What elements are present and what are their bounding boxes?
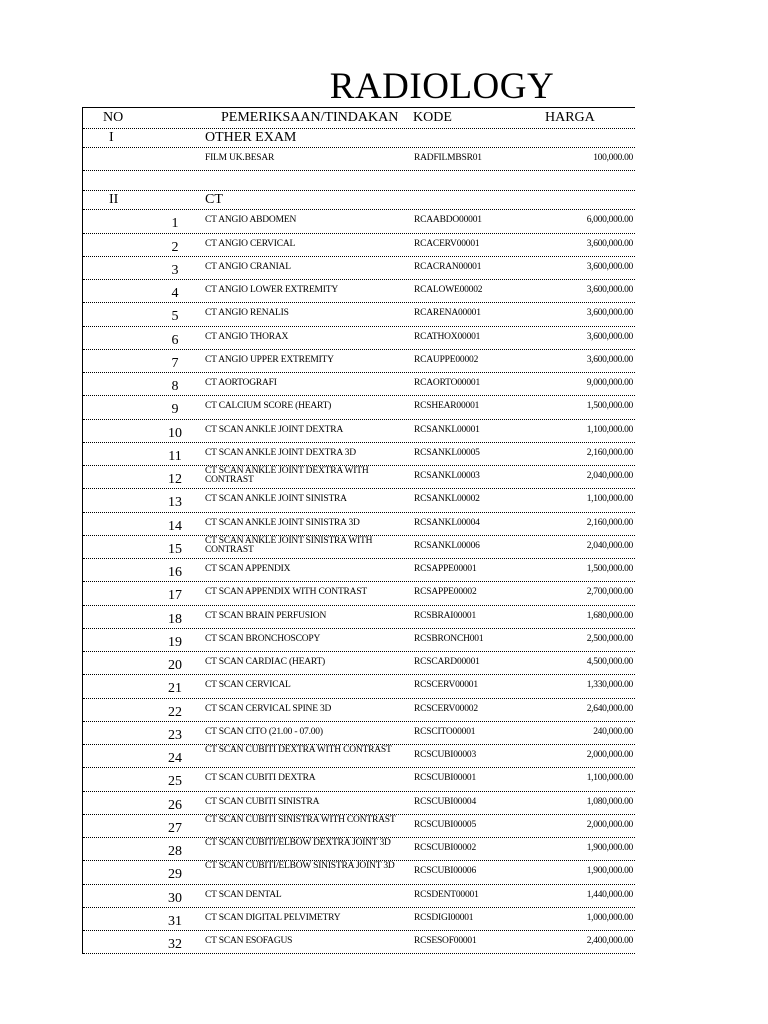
item-price: 1,100,000.00: [586, 773, 633, 784]
item-name: CT AORTOGRAFI: [205, 378, 277, 388]
item-price: 4,500,000.00: [586, 657, 633, 667]
table-row: [83, 559, 635, 582]
item-number: 9: [171, 402, 179, 418]
table-row: [83, 148, 635, 171]
item-name: CT ANGIO CERVICAL: [205, 238, 296, 249]
table-row: [83, 722, 635, 745]
item-name: CT ANGIO UPPER EXTREMITY: [205, 354, 334, 365]
item-name: CT SCAN DENTAL: [205, 889, 282, 900]
table-row: [83, 513, 635, 536]
item-price: 1,080,000.00: [586, 796, 633, 807]
item-name: CT CALCIUM SCORE (HEART): [205, 401, 332, 412]
document-title: RADIOLOGY: [329, 66, 555, 107]
table-row: [83, 885, 635, 908]
item-name: CT SCAN APPENDIX WITH CONTRAST: [205, 587, 368, 598]
item-number: 17: [168, 588, 182, 604]
item-number: 28: [168, 844, 182, 859]
item-price: 1,000,000.00: [586, 912, 633, 923]
item-price: 2,400,000.00: [586, 936, 633, 946]
item-code: RCSCUBI00003: [414, 750, 477, 760]
table-row: [83, 350, 635, 373]
item-name: CT SCAN ANKLE JOINT SINISTRA WITH CONTRAST: [205, 535, 373, 555]
item-price: 2,640,000.00: [586, 703, 633, 714]
item-number: 4: [171, 286, 179, 301]
item-name: CT SCAN CERVICAL: [205, 680, 291, 691]
item-name: CT SCAN CUBITI DEXTRA WITH CONTRAST: [205, 745, 392, 755]
item-code: RCSCERV00001: [414, 680, 478, 691]
item-number: 18: [168, 611, 182, 627]
item-code: RCSBRONCH001: [414, 633, 484, 644]
item-number: 16: [168, 565, 182, 580]
item-code: RCSDIGI00001: [414, 912, 474, 923]
item-code: RCACERV00001: [414, 238, 480, 249]
item-price: 240,000.00: [593, 726, 633, 737]
item-price: 1,500,000.00: [586, 564, 633, 574]
item-code: RCSANKL00002: [414, 494, 480, 505]
table-row: [83, 908, 635, 931]
table-row: [83, 234, 635, 257]
item-name: CT SCAN BRAIN PERFUSION: [205, 610, 327, 621]
item-price: 2,040,000.00: [586, 540, 633, 551]
item-number: 2: [171, 239, 179, 255]
item-code: RCARENA00001: [414, 308, 481, 319]
item-name: CT SCAN ANKLE JOINT DEXTRA 3D: [205, 447, 356, 458]
item-price: 2,160,000.00: [586, 447, 633, 458]
table-row: [83, 838, 635, 861]
item-price: 2,000,000.00: [586, 750, 633, 760]
item-number: 24: [168, 751, 182, 766]
item-name: CT SCAN CUBITI DEXTRA: [205, 773, 316, 784]
table-row: [83, 699, 635, 722]
item-price: 3,600,000.00: [586, 354, 633, 365]
item-code: RCSANKL00003: [414, 471, 480, 481]
item-price: 1,680,000.00: [586, 610, 633, 621]
table-row: [83, 396, 635, 419]
item-name: CT SCAN ANKLE JOINT DEXTRA: [205, 424, 344, 435]
item-name: CT SCAN ANKLE JOINT SINISTRA: [205, 494, 347, 505]
item-code: RCALOWE00002: [414, 285, 483, 295]
item-code: RCACRAN00001: [414, 261, 482, 272]
item-code: RCSBRAI00001: [414, 610, 477, 621]
item-number: 5: [171, 309, 179, 325]
table-row: [83, 303, 635, 326]
table-row: [83, 443, 635, 466]
section-number: I: [109, 130, 114, 145]
item-number: 8: [171, 379, 179, 394]
item-name: CT SCAN ANKLE JOINT DEXTRA WITH CONTRAST: [205, 466, 369, 485]
table-row: [83, 815, 635, 838]
section-row-ct: [83, 191, 635, 210]
item-price: 3,600,000.00: [586, 331, 633, 342]
table-row: [83, 629, 635, 652]
item-code: RCAUPPE00002: [414, 354, 479, 365]
item-code: RCSDENT00001: [414, 889, 479, 900]
item-code: RCSCUBI00004: [414, 796, 477, 807]
item-number: 14: [168, 518, 182, 534]
item-price: 9,000,000.00: [586, 378, 633, 388]
table-row: [83, 931, 635, 954]
table-row: [83, 768, 635, 791]
item-code: RCAABDO00001: [414, 215, 482, 226]
item-number: 27: [168, 820, 182, 836]
column-header-no: NO: [103, 110, 124, 125]
table-row: [83, 373, 635, 396]
item-number: 3: [171, 262, 179, 278]
item-code: RCSCUBI00001: [414, 773, 477, 784]
column-header-name: PEMERIKSAAN/TINDAKAN: [221, 110, 399, 125]
item-price: 1,100,000.00: [586, 494, 633, 505]
item-price: 1,900,000.00: [586, 843, 633, 853]
item-price: 2,040,000.00: [586, 471, 633, 481]
item-code: RCAORTO00001: [414, 378, 481, 388]
item-code: RCSANKL00004: [414, 517, 480, 528]
item-number: 7: [171, 355, 179, 371]
item-number: 12: [168, 472, 182, 487]
item-name: CT SCAN CITO (21.00 - 07.00): [205, 726, 323, 737]
table-row: [83, 280, 635, 303]
item-price: 1,330,000.00: [586, 680, 633, 691]
item-code: RCSAPPE00002: [414, 587, 477, 598]
item-name: CT SCAN CARDIAC (HEART): [205, 657, 326, 667]
item-number: 1: [171, 216, 179, 232]
table-row: [83, 861, 635, 884]
table-row: [83, 466, 635, 489]
item-name: CT SCAN ESOFAGUS: [205, 936, 293, 946]
item-code: RCSCARD00001: [414, 657, 480, 667]
item-code: RCSANKL00006: [414, 540, 480, 551]
item-price: 2,700,000.00: [586, 587, 633, 598]
item-name: CT SCAN BRONCHOSCOPY: [205, 633, 321, 644]
item-price: 1,500,000.00: [586, 401, 633, 412]
item-name: CT SCAN CUBITI SINISTRA WITH CONTRAST: [205, 814, 396, 825]
item-price: 2,000,000.00: [586, 819, 633, 830]
item-code: RCSCUBI00005: [414, 819, 477, 830]
item-price: 3,600,000.00: [586, 261, 633, 272]
section-row-other-exam: [83, 129, 635, 148]
item-name: CT ANGIO ABDOMEN: [205, 215, 297, 226]
item-name: CT SCAN APPENDIX: [205, 564, 291, 574]
table-header-row: [83, 108, 635, 129]
item-number: 26: [168, 797, 182, 813]
table-row: [83, 420, 635, 443]
section-name: CT: [205, 192, 223, 208]
item-code: RCSANKL00001: [414, 424, 480, 435]
item-price: 1,440,000.00: [586, 889, 633, 900]
item-name: CT ANGIO CRANIAL: [205, 261, 291, 272]
item-price: 6,000,000.00: [586, 215, 633, 226]
item-name: CT ANGIO RENALIS: [205, 308, 289, 319]
item-name: CT SCAN CUBITI SINISTRA: [205, 796, 320, 807]
item-number: 22: [168, 704, 182, 720]
item-code: RCSAPPE00001: [414, 564, 477, 574]
table-row: [83, 652, 635, 675]
table-row: [83, 745, 635, 768]
item-number: 6: [171, 332, 179, 348]
item-number: 10: [168, 425, 182, 441]
item-name: FILM UK.BESAR: [205, 153, 275, 163]
item-number: 23: [168, 727, 182, 743]
table-row: [83, 536, 635, 559]
item-price: 3,600,000.00: [586, 238, 633, 249]
item-number: 25: [168, 774, 182, 790]
item-number: 19: [168, 634, 182, 650]
item-price: 100,000.00: [593, 153, 633, 163]
item-name: CT SCAN CERVICAL SPINE 3D: [205, 703, 332, 714]
table-row: [83, 606, 635, 629]
table-row: [83, 327, 635, 350]
item-name: CT SCAN CUBITI/ELBOW SINISTRA JOINT 3D: [205, 861, 395, 872]
item-code: RCSCUBI00006: [414, 866, 477, 877]
item-price: 3,600,000.00: [586, 308, 633, 319]
section-number: II: [109, 192, 119, 208]
table-row: [83, 489, 635, 512]
item-name: CT ANGIO LOWER EXTREMITY: [205, 285, 339, 295]
item-number: 31: [168, 913, 182, 929]
item-price: 1,900,000.00: [586, 866, 633, 877]
item-code: RCATHOX00001: [414, 331, 481, 342]
item-name: CT SCAN ANKLE JOINT SINISTRA 3D: [205, 517, 360, 528]
table-row: [83, 582, 635, 605]
item-number: 32: [168, 937, 182, 952]
item-name: CT ANGIO THORAX: [205, 331, 289, 342]
price-table: [82, 107, 635, 954]
item-number: 11: [168, 448, 182, 464]
item-name: CT SCAN DIGITAL PELVIMETRY: [205, 912, 341, 923]
item-code: RCSESOF00001: [414, 936, 477, 946]
item-code: RCSHEAR00001: [414, 401, 480, 412]
item-code: RCSCITO00001: [414, 726, 476, 737]
item-number: 21: [168, 681, 182, 697]
item-number: 30: [168, 890, 182, 906]
item-price: 2,160,000.00: [586, 517, 633, 528]
table-row: [83, 792, 635, 815]
spacer-row: [83, 171, 635, 191]
item-code: RCSCERV00002: [414, 703, 478, 714]
table-row: [83, 675, 635, 698]
item-price: 2,500,000.00: [586, 633, 633, 644]
item-code: RCSCUBI00002: [414, 843, 477, 853]
section-name: OTHER EXAM: [205, 130, 297, 145]
column-header-price: HARGA: [545, 110, 595, 125]
item-name: CT SCAN CUBITI/ELBOW DEXTRA JOINT 3D: [205, 838, 391, 848]
item-price: 3,600,000.00: [586, 285, 633, 295]
item-price: 1,100,000.00: [586, 424, 633, 435]
item-code: RCSANKL00005: [414, 447, 480, 458]
item-number: 20: [168, 658, 182, 673]
table-row: [83, 257, 635, 280]
item-number: 29: [168, 867, 182, 883]
column-header-code: KODE: [413, 110, 452, 125]
item-code: RADFILMBSR01: [414, 153, 482, 163]
ct-item-list: [83, 210, 635, 954]
table-row: [83, 210, 635, 233]
item-number: 13: [168, 495, 182, 511]
item-number: 15: [168, 541, 182, 557]
